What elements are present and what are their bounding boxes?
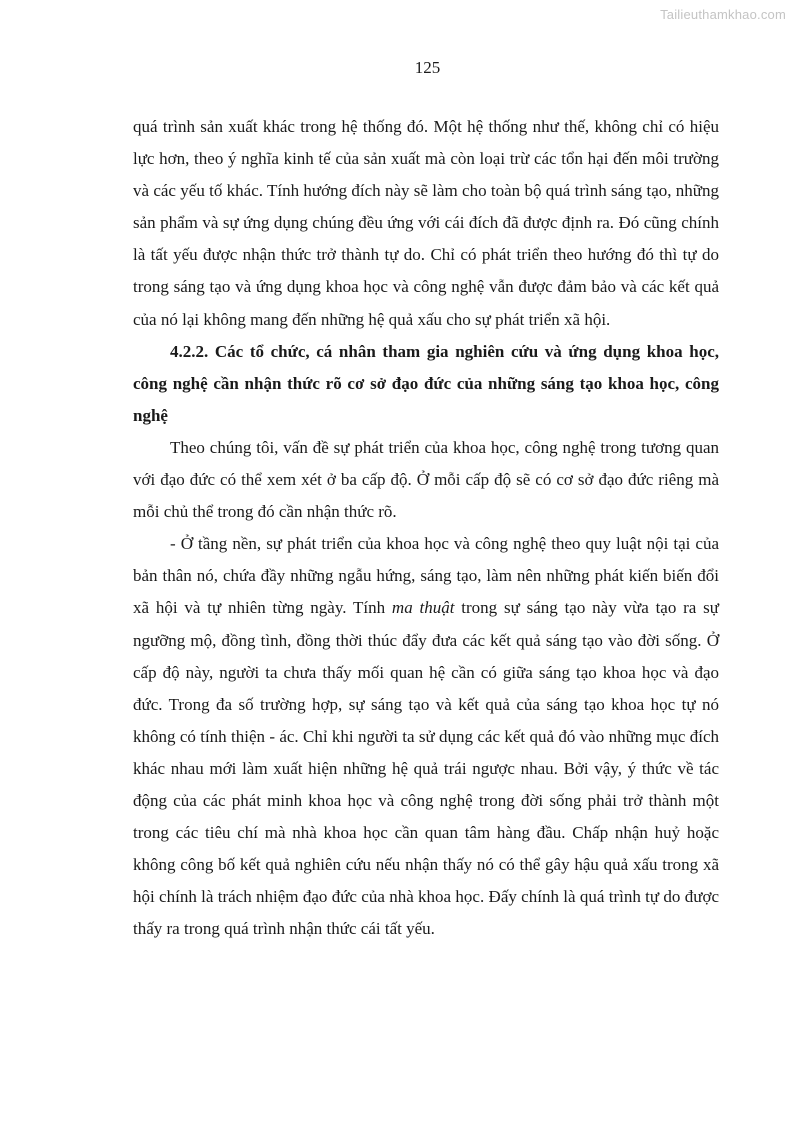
paragraph-continuation: quá trình sản xuất khác trong hệ thống đó. Một hệ thống như thế, không chỉ có hiệu lực hơn, theo ý nghĩa kinh tế của sản xuất mà còn loại trừ các tổn hại đến môi trường và các yếu tố khác. Tính hướng đích này sẽ làm cho toàn bộ quá trình sáng tạo, những sản phẩm và sự ứng dụng chúng đều ứng với cái đích đã được định ra. Đó cũng chính là tất yếu được nhận thức trở thành tự do. Chỉ có phát triển theo hướng đó thì tự do trong sáng tạo và ứng dụng khoa học và công nghệ vẫn được đảm bảo và các kết quả của nó lại không mang đến những hệ quả xấu cho sự phát triển xã hội.	[133, 117, 719, 329]
paragraph-text-start: - Ở tầng nền, sự phát triển của khoa học và công nghệ theo quy luật nội tại của bản thân nó, chứa đầy những ngẫu hứng, sáng tạo, làm nên những phát kiến biến đổi xã hội và tự nhiên từng ngày. Tính	[133, 534, 719, 618]
paragraph-intro: Theo chúng tôi, vấn đề sự phát triển của khoa học, công nghệ trong tương quan với đạo đức có thể xem xét ở ba cấp độ. Ở mỗi cấp độ sẽ có cơ sở đạo đức riêng mà mỗi chủ thể trong đó cần nhận thức rõ.	[133, 437, 719, 522]
document-body	[133, 111, 719, 945]
paragraph-foundation-level	[133, 528, 719, 945]
italic-term: ma thuật	[391, 598, 455, 618]
page-number: 125	[414, 58, 441, 77]
paragraph-text-end: trong sự sáng tạo này vừa tạo ra sự ngưỡng mộ, đồng tình, đồng thời thúc đẩy đưa các kết quả sáng tạo vào đời sống. Ở cấp độ này, người ta chưa thấy mối quan hệ cần có giữa sáng tạo khoa học và đạo đức. Trong đa số trường hợp, sự sáng tạo và kết quả của sáng tạo khoa học tự nó không có tính thiện - ác. Chỉ khi người ta sử dụng các kết quả đó vào những mục đích khác nhau mới làm xuất hiện những hệ quả trái ngược nhau. Bởi vậy, ý thức về tác động của các phát minh khoa học và công nghệ trong đời sống phải trở thành một trong các tiêu chí mà nhà khoa học cần quan tâm hàng đầu. Chấp nhận huỷ hoặc không công bố kết quả nghiên cứu nếu nhận thấy nó có thể gây hậu quả xấu trong xã hội chính là trách nhiệm đạo đức của nhà khoa học. Đấy chính là quá trình tự do được thấy ra trong quá trình nhận thức cái tất yếu.	[133, 598, 719, 939]
watermark: Tailieuthamkhao.com	[660, 7, 786, 22]
section-heading: 4.2.2. Các tổ chức, cá nhân tham gia nghiên cứu và ứng dụng khoa học, công nghệ cần nhận thức rõ cơ sở đạo đức của những sáng tạo khoa học, công nghệ	[133, 341, 719, 425]
